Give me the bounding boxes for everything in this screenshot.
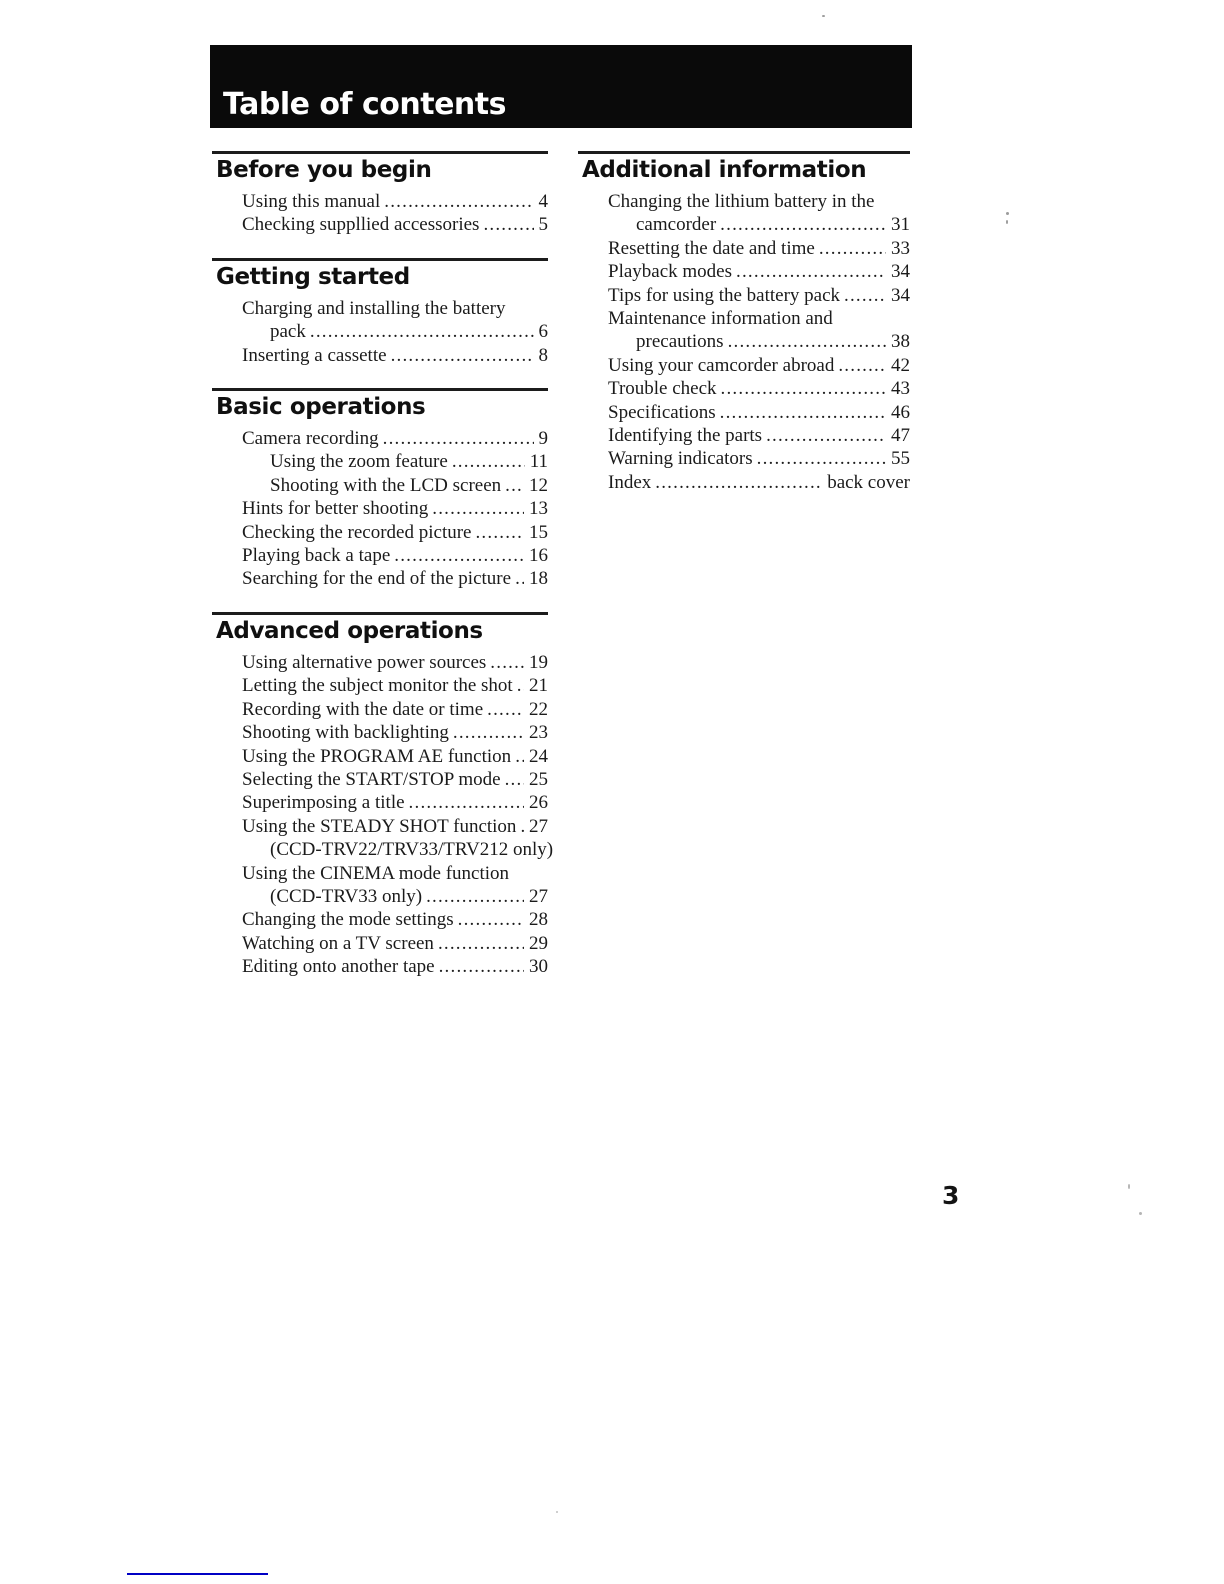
toc-entry-label: Recording with the date or time [242,698,484,720]
toc-leader-dots [384,190,533,213]
toc-entry-page: 43 [891,378,910,400]
toc-entry [212,474,548,497]
toc-leader-dots [383,427,534,450]
toc-leader-dots [453,721,524,744]
toc-leader-dots [487,698,524,721]
toc-entry-page: back cover [827,471,910,493]
toc-entry [212,908,548,931]
toc-entry-label: Inserting a cassette [242,344,387,366]
section-heading: Getting started [216,263,410,290]
toc-entry-label: Using the STEADY SHOT function [242,815,517,837]
toc-entry [578,401,910,424]
toc-entry-label: Superimposing a title [242,792,405,814]
toc-entry-label: Hints for better shooting [242,498,429,520]
toc-entry-label: Checking suppllied accessories [242,214,480,236]
toc-leader-dots [819,237,886,260]
toc-entry [578,190,910,213]
toc-section [212,151,548,237]
toc-entry-label: pack [270,321,306,343]
toc-leader-dots [844,284,886,307]
toc-entry [212,190,548,213]
section-heading: Advanced operations [216,617,483,644]
toc-leader-dots [515,567,524,590]
toc-entry-label: Using this manual [242,191,381,212]
toc-entry-page: 12 [529,474,548,496]
toc-entry-page: 46 [891,401,910,423]
toc-entry-label: Shooting with backlighting [242,722,449,744]
toc-entry-label: Changing the lithium battery in the [608,191,875,212]
toc-entry [212,674,548,697]
toc-entry-label: Changing the mode settings [242,909,454,931]
toc-entry-page: 29 [529,932,548,954]
toc-entry-label: Playing back a tape [242,545,391,567]
toc-leader-dots [721,377,886,400]
scan-artifact [822,15,825,17]
toc-entry [212,698,548,721]
toc-leader-dots [391,344,534,367]
toc-entry-label: Charging and installing the battery [242,297,506,319]
toc-entry-page: 30 [529,956,548,978]
toc-leader-dots [728,330,886,353]
toc-entry-page: 21 [529,675,548,697]
toc-entry-label: Resetting the date and time [608,237,815,259]
section-heading: Basic operations [216,394,426,421]
toc-leader-dots [655,471,822,494]
toc-leader-dots [720,213,886,236]
toc-entry-page: 18 [529,568,548,590]
toc-column-right [578,151,910,515]
toc-entry [212,885,548,908]
toc-entry-page: 24 [529,745,548,767]
toc-entry [578,471,910,494]
toc-entry [212,567,548,590]
toc-entry-label: Editing onto another tape [242,956,435,978]
toc-entry-label: Identifying the parts [608,425,763,447]
section-heading: Additional information [582,157,867,183]
toc-entry-page: 9 [538,428,548,450]
toc-entry [578,213,910,236]
toc-entry-label: (CCD-TRV22/TRV33/TRV212 only) [270,839,554,861]
toc-entry [578,330,910,353]
toc-entry-label: Searching for the end of the picture [242,568,512,590]
toc-entry-label: Specifications [608,401,716,423]
toc-entry-label: Checking the recorded picture [242,521,472,543]
toc-entry-label: Letting the subject monitor the shot [242,675,513,697]
toc-entry-label: Tips for using the battery pack [608,284,841,306]
toc-entry-page: 19 [529,651,548,673]
toc-entry-label: Selecting the START/STOP mode [242,768,501,790]
toc-leader-dots [838,354,886,377]
toc-entry [578,377,910,400]
toc-entry-page: 27 [529,815,548,837]
toc-entry-label: Shooting with the LCD screen [270,474,502,496]
toc-entry [212,450,548,473]
toc-entry-label: Playback modes [608,261,733,283]
toc-entry [212,320,548,343]
scan-artifact [1128,1184,1130,1189]
toc-entry-page: 26 [529,792,548,814]
toc-entry [212,497,548,520]
toc-entry [578,447,910,470]
toc-leader-dots [505,474,524,497]
toc-leader-dots [475,521,524,544]
toc-leader-dots [520,815,524,838]
scan-artifact [556,1511,558,1513]
toc-leader-dots [432,497,524,520]
toc-entry [212,815,548,838]
toc-entry [212,651,548,674]
toc-entry-page: 5 [538,214,548,236]
toc-entry [212,955,548,978]
toc-entry-label: precautions [636,331,724,353]
toc-entry [578,307,910,330]
toc-entry-page: 22 [529,698,548,720]
toc-leader-dots [426,885,524,908]
toc-leader-dots [757,447,886,470]
scan-artifact [1006,220,1008,224]
toc-entry [212,745,548,768]
toc-column-left [212,151,554,1000]
toc-leader-dots [439,955,524,978]
toc-entry-label: Using your camcorder abroad [608,354,835,376]
toc-leader-dots [515,745,524,768]
toc-entry [578,237,910,260]
toc-entry [212,932,548,955]
toc-leader-dots [505,768,524,791]
toc-leader-dots [720,401,886,424]
toc-section [212,258,548,367]
toc-entry [212,213,548,236]
toc-entry [212,721,548,744]
toc-leader-dots [394,544,524,567]
toc-leader-dots [766,424,886,447]
page-title: Table of contents [223,87,506,122]
toc-entry-label: Using the PROGRAM AE function [242,745,512,767]
toc-entry [212,544,548,567]
section-heading: Before you begin [216,157,432,183]
toc-entry-label: Maintenance information and [608,308,833,330]
toc-leader-dots [438,932,524,955]
toc-entry-label: Using the zoom feature [270,451,448,473]
toc-section [212,388,548,591]
toc-entry [212,791,548,814]
toc-leader-dots [458,908,524,931]
toc-leader-dots [736,260,886,283]
toc-entry-page: 31 [891,214,910,236]
toc-entry [212,838,554,861]
toc-entry [212,427,548,450]
toc-entry [212,768,548,791]
toc-entry [578,260,910,283]
toc-entry-label: Warning indicators [608,448,753,470]
toc-entry-page: 6 [538,321,548,343]
toc-leader-dots [310,320,534,343]
toc-entry-label: (CCD-TRV33 only) [270,885,423,907]
page-number: 3 [942,1181,960,1210]
toc-entry-page: 8 [538,344,548,366]
toc-entry-page: 38 [891,331,910,353]
toc-entry-page: 25 [529,768,548,790]
toc-entry-label: Using alternative power sources [242,651,487,673]
toc-entry-label: Watching on a TV screen [242,932,434,954]
toc-entry-page: 23 [529,722,548,744]
scan-artifact [1139,1212,1142,1215]
toc-entry-page: 28 [529,909,548,931]
toc-entry-page: 11 [529,451,548,473]
toc-entry-label: Camera recording [242,428,379,450]
toc-entry-page: 15 [529,521,548,543]
toc-entry-page: 42 [891,354,910,376]
footer-line [127,1573,268,1575]
toc-entry-label: Index [608,471,652,493]
toc-leader-dots [409,791,524,814]
toc-entry [212,297,548,320]
toc-entry-label: camcorder [636,214,717,236]
toc-entry-page: 16 [529,545,548,567]
toc-leader-dots [483,213,533,236]
toc-entry-page: 34 [891,284,910,306]
toc-entry [578,424,910,447]
page-banner [210,45,912,128]
toc-leader-dots [452,450,525,473]
toc-entry-page: 27 [529,885,548,907]
toc-leader-dots [490,651,524,674]
toc-leader-dots [517,674,524,697]
toc-entry-page: 13 [529,498,548,520]
toc-entry [578,354,910,377]
toc-entry-page: 47 [891,425,910,447]
toc-entry [212,344,548,367]
toc-entry-page: 55 [891,448,910,470]
toc-entry-label: Using the CINEMA mode function [242,862,510,884]
toc-entry-label: Trouble check [608,378,717,400]
toc-section [212,612,554,979]
toc-entry [212,862,548,885]
toc-entry-page: 34 [891,261,910,283]
toc-entry-page: 4 [538,191,548,212]
toc-entry [578,284,910,307]
toc-entry-page: 33 [891,237,910,259]
toc-entry [212,521,548,544]
toc-section [578,151,910,494]
scan-artifact [1006,212,1009,215]
